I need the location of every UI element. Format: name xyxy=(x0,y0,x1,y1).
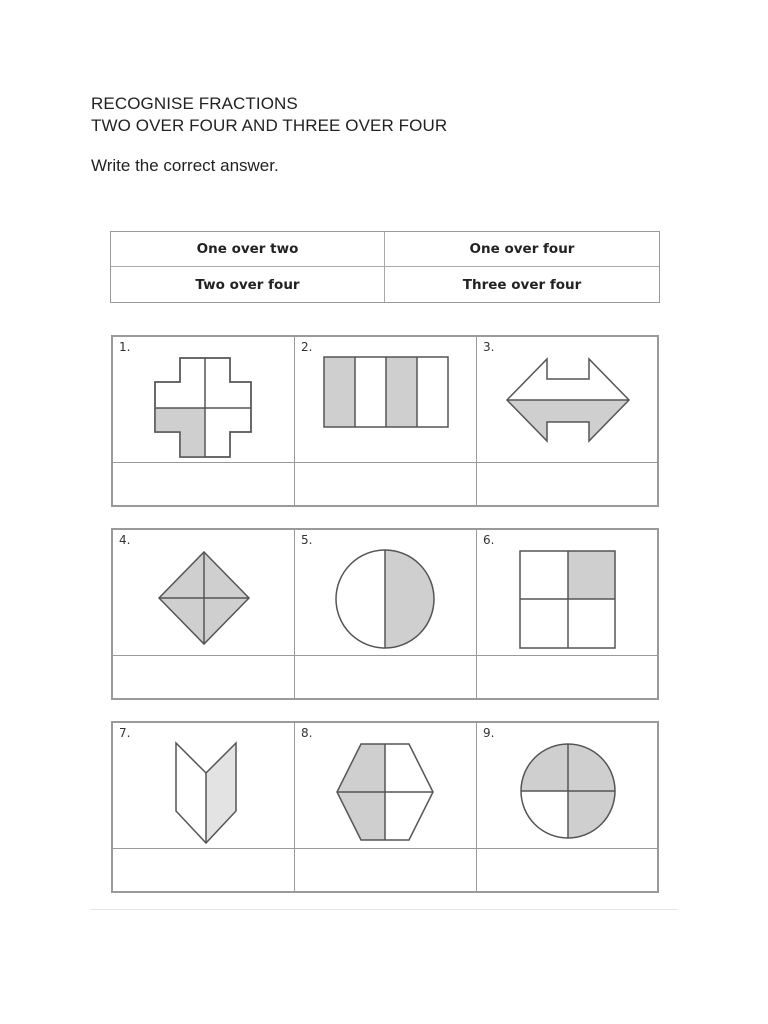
question-4-figure xyxy=(113,530,295,656)
question-row-1 xyxy=(111,335,659,507)
hexagon-shape xyxy=(295,723,477,849)
question-4-number: 4. xyxy=(119,533,131,547)
answer-box-4[interactable] xyxy=(113,656,295,698)
answer-box-9[interactable] xyxy=(477,849,657,891)
word-bank-item: Three over four xyxy=(462,276,582,293)
title-line-1: RECOGNISE FRACTIONS xyxy=(91,94,298,113)
question-6-number: 6. xyxy=(483,533,495,547)
cross-shape xyxy=(113,337,295,463)
chevron-shape xyxy=(113,723,295,849)
question-1-number: 1. xyxy=(119,340,131,354)
question-5-number: 5. xyxy=(301,533,313,547)
answer-box-8[interactable] xyxy=(295,849,477,891)
title-line-2: TWO OVER FOUR AND THREE OVER FOUR xyxy=(91,116,448,135)
question-8-figure xyxy=(295,723,477,849)
worksheet-title xyxy=(91,93,447,137)
question-1-figure xyxy=(113,337,295,463)
circle-quarters-shape xyxy=(477,723,659,849)
question-row-2 xyxy=(111,528,659,700)
diamond-shape xyxy=(113,530,295,656)
square-quarters-shape xyxy=(477,530,659,656)
answer-box-1[interactable] xyxy=(113,463,295,505)
word-bank-item: Two over four xyxy=(111,267,385,302)
question-2-number: 2. xyxy=(301,340,313,354)
answer-box-2[interactable] xyxy=(295,463,477,505)
question-2-figure xyxy=(295,337,477,463)
circle-halves-shape xyxy=(295,530,477,656)
word-bank xyxy=(110,231,660,303)
answer-box-3[interactable] xyxy=(477,463,657,505)
answer-box-5[interactable] xyxy=(295,656,477,698)
word-bank-item: One over two xyxy=(111,232,385,267)
question-9-figure xyxy=(477,723,657,849)
word-bank-item: One over four xyxy=(385,232,659,267)
question-8-number: 8. xyxy=(301,726,313,740)
question-9-number: 9. xyxy=(483,726,495,740)
answer-box-6[interactable] xyxy=(477,656,657,698)
question-7-figure xyxy=(113,723,295,849)
answer-box-7[interactable] xyxy=(113,849,295,891)
instruction-text: Write the correct answer. xyxy=(91,156,279,175)
double-arrow-shape xyxy=(477,337,659,463)
question-row-3 xyxy=(111,721,659,893)
question-6-figure xyxy=(477,530,657,656)
divider-line xyxy=(90,909,678,910)
strips-shape xyxy=(295,337,477,463)
question-5-figure xyxy=(295,530,477,656)
question-3-number: 3. xyxy=(483,340,495,354)
question-7-number: 7. xyxy=(119,726,131,740)
question-3-figure xyxy=(477,337,657,463)
